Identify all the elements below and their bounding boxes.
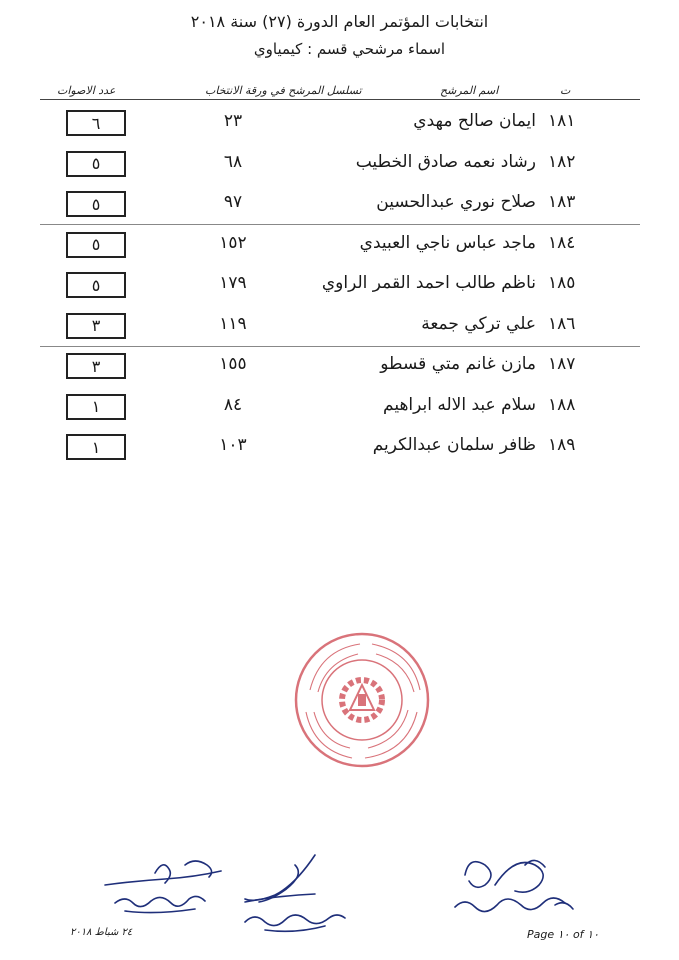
vote-count: ٥: [91, 235, 101, 254]
row-separator: [40, 346, 640, 347]
ballot-sequence: ١٠٣: [219, 435, 247, 455]
ballot-sequence: ٢٣: [223, 111, 243, 131]
row-index: ١٨٩: [548, 435, 576, 455]
vote-count: ٥: [91, 275, 101, 295]
vote-count: ١: [91, 397, 101, 416]
column-header-votes: عدد الاصوات: [57, 84, 116, 97]
candidate-name: ماجد عباس ناجي العبيدي: [359, 232, 536, 253]
vote-count-box: [66, 434, 126, 460]
column-header-name: اسم المرشح: [440, 84, 499, 97]
ballot-sequence: ١٥٥: [219, 354, 247, 374]
signature-middle: [235, 850, 355, 940]
vote-count-box: [66, 151, 126, 177]
union-stamp: [292, 630, 432, 770]
candidate-name: ظافر سلمان عبدالكريم: [372, 435, 536, 455]
vote-count-box: [66, 353, 126, 379]
vote-count: ٦: [91, 113, 101, 133]
vote-count-box: [66, 272, 126, 298]
candidate-name: رشاد نعمه صادق الخطيب: [355, 151, 536, 172]
column-header-index: ت: [560, 84, 571, 97]
ballot-sequence: ٨٤: [223, 394, 243, 415]
row-index: ١٨٨: [548, 394, 576, 415]
ballot-sequence: ١١٩: [219, 313, 247, 334]
vote-count: ٣: [91, 316, 101, 335]
row-index: ١٨١: [548, 111, 576, 131]
vote-count-box: [66, 191, 126, 217]
candidate-name: ناظم طالب احمد القمر الراوي: [321, 273, 536, 293]
candidate-name: صلاح نوري عبدالحسين: [376, 192, 536, 212]
ballot-sequence: ٩٧: [223, 192, 243, 212]
signature-left: [95, 855, 235, 925]
footer-date: ٢٤ شباط ٢٠١٨: [70, 927, 133, 938]
ballot-sequence: ١٥٢: [219, 232, 247, 253]
row-separator: [40, 224, 640, 225]
row-index: ١٨٧: [548, 354, 576, 374]
vote-count: ٥: [91, 154, 101, 173]
signature-right: [445, 845, 595, 930]
row-index: ١٨٥: [548, 273, 576, 293]
vote-count: ١: [91, 437, 101, 457]
vote-count-box: [66, 394, 126, 420]
document-title: انتخابات المؤتمر العام الدورة (٢٧) سنة ٢٠١٨: [190, 12, 489, 31]
vote-count-box: [66, 110, 126, 136]
candidate-name: سلام عبد الاله ابراهيم: [383, 394, 536, 415]
vote-count: ٥: [91, 194, 101, 214]
ballot-sequence: ٦٨: [223, 151, 243, 172]
vote-count-box: [66, 313, 126, 339]
column-header-sequence: تسلسل المرشح في ورقة الانتخاب: [205, 84, 362, 97]
vote-count-box: [66, 232, 126, 258]
row-index: ١٨٦: [548, 313, 576, 334]
footer-page-number: Page ١٠ of ١٠: [527, 928, 599, 941]
candidate-name: ايمان صالح مهدي: [413, 111, 536, 131]
row-index: ١٨٤: [548, 232, 576, 253]
row-index: ١٨٣: [548, 192, 576, 212]
row-index: ١٨٢: [548, 151, 576, 172]
header-rule: [40, 99, 640, 100]
ballot-sequence: ١٧٩: [219, 273, 247, 293]
vote-count: ٣: [91, 356, 101, 376]
candidate-name: علي تركي جمعة: [421, 313, 536, 334]
document-subtitle: [0, 40, 679, 58]
candidate-name: مازن غانم متي قسطو: [380, 354, 536, 374]
subtitle-text: اسماء مرشحي قسم : كيمياوي: [253, 40, 446, 58]
